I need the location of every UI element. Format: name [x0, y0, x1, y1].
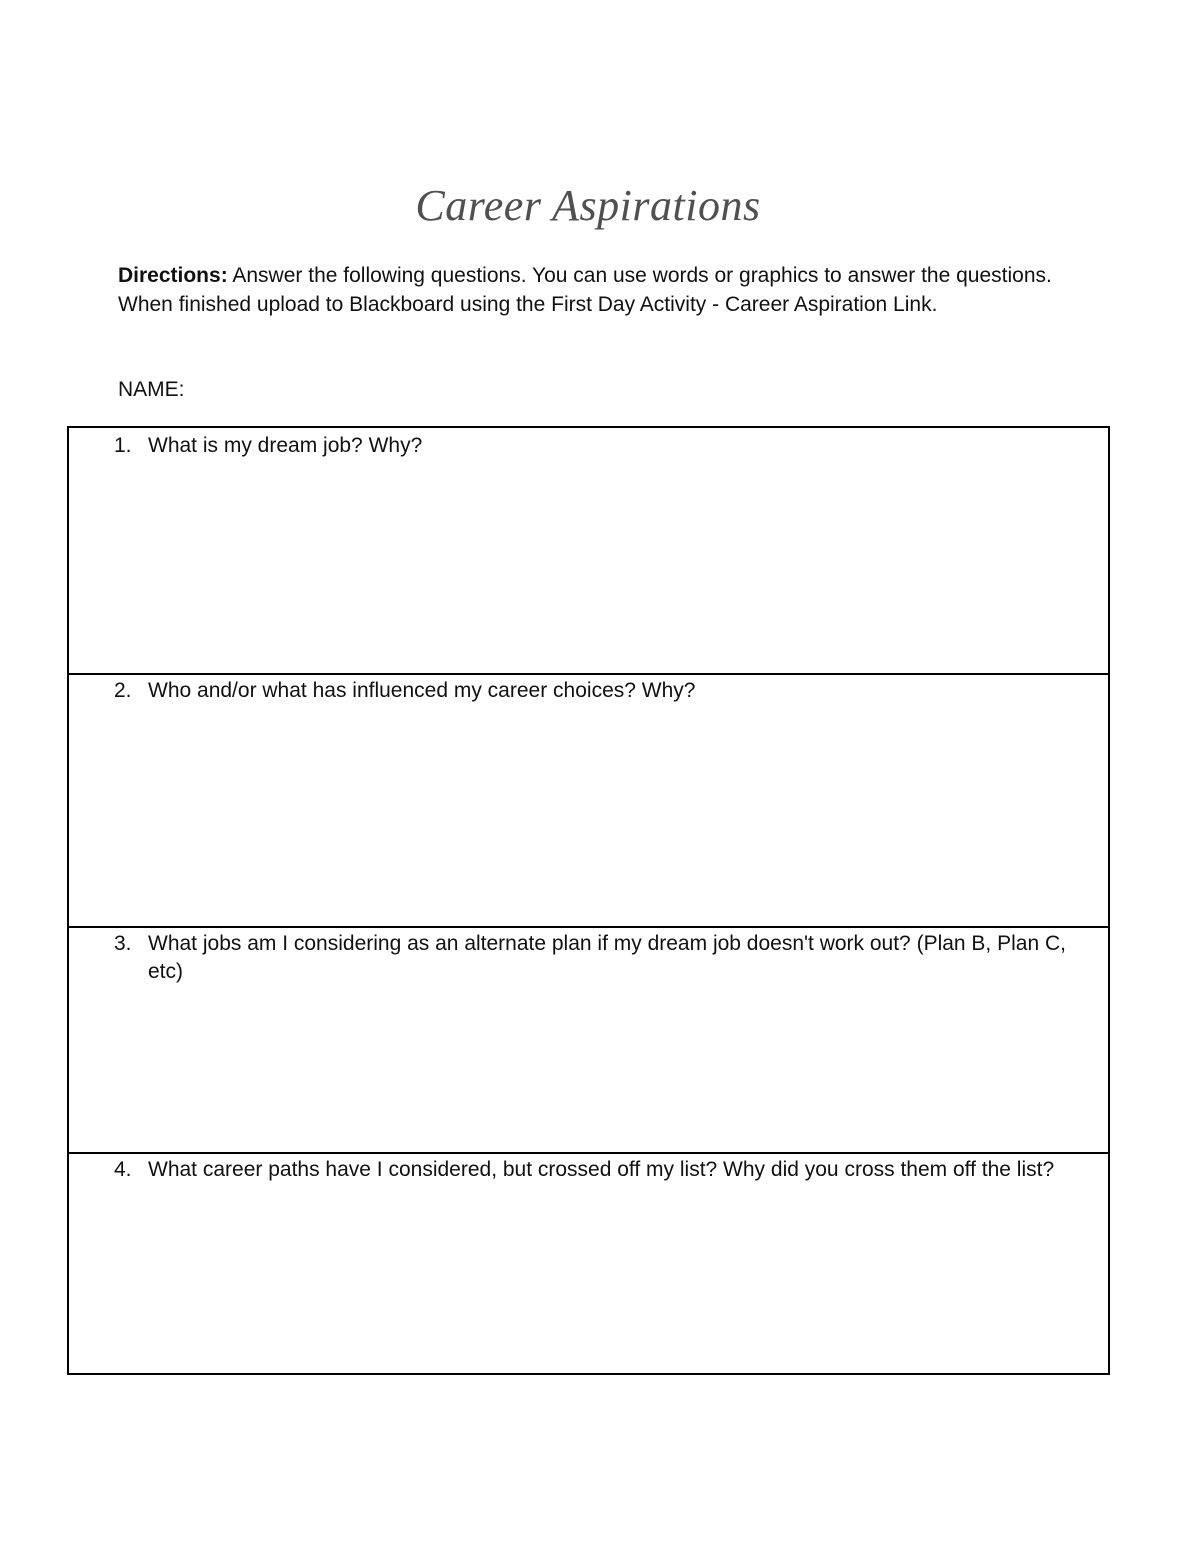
question-box-3[interactable] [69, 926, 1108, 1152]
question-box-1[interactable] [69, 428, 1108, 673]
question-box-2[interactable] [69, 673, 1108, 926]
directions-paragraph [118, 262, 1078, 319]
question-text: What career paths have I considered, but crossed off my list? Why did you cross them off the list? [148, 1158, 1055, 1181]
question-number: 1. [114, 434, 132, 457]
name-label: NAME: [118, 378, 185, 401]
question-box-4[interactable] [69, 1152, 1108, 1373]
page-title: Career Aspirations [415, 181, 761, 230]
question-number: 3. [114, 932, 132, 955]
question-text: What jobs am I considering as an alternate plan if my dream job doesn't work out? (Plan B, Plan C, etc) [148, 932, 1066, 983]
directions-text: Answer the following questions. You can use words or graphics to answer the questions. When finished upload to Blackboard using the First Day Activity - Career Aspiration Link. [118, 264, 1052, 316]
directions-label: Directions: [118, 264, 228, 287]
question-number: 4. [114, 1158, 132, 1181]
question-number: 2. [114, 679, 132, 702]
question-text: What is my dream job? Why? [148, 434, 423, 457]
question-text: Who and/or what has influenced my career choices? Why? [148, 679, 696, 702]
question-table [67, 426, 1110, 1375]
